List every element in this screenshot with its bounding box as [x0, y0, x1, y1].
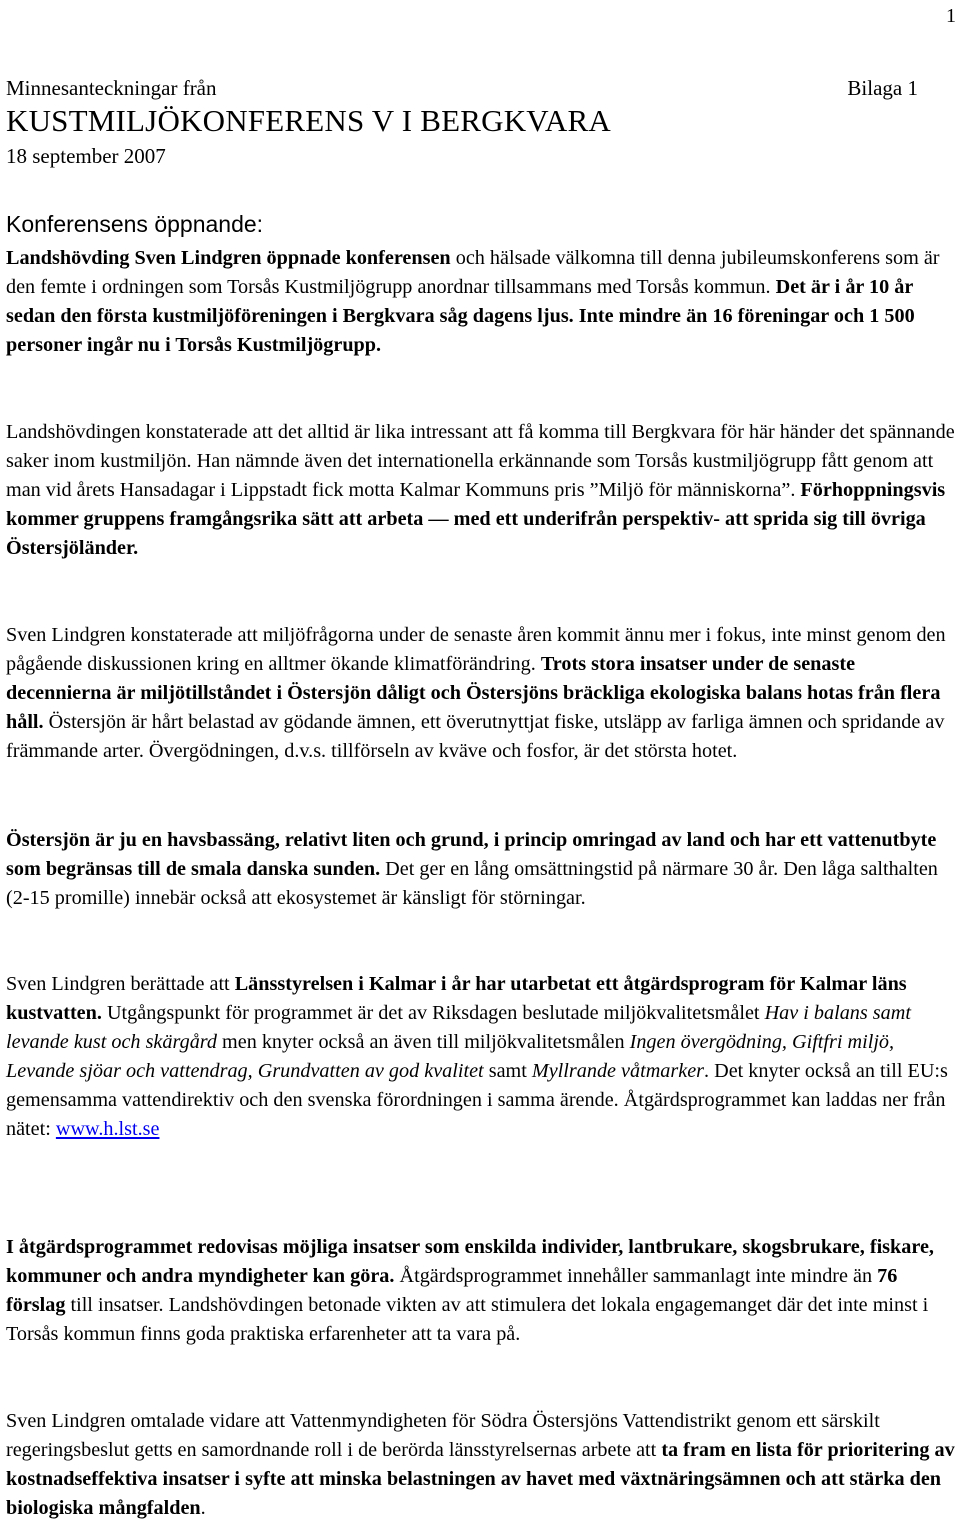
document-subtitle: Minnesanteckningar från	[6, 76, 217, 100]
body-text: Det ger en lång omsättningstid på närmare 30 år. Den låga salthalten (2-15 promille) innebär också att ekosystemet är känsligt för störningar.	[6, 858, 938, 910]
body-text: men knyter också an även till miljökvalitetsmålen	[216, 1031, 630, 1054]
body-text: . Det knyter också an till EU:s gemensamma vattendirektiv och den svenska förordningen i samma ärende. Åtgärdsprogrammet kan laddas ner från nätet:	[6, 1060, 948, 1141]
italic-text: Hav i balans samt levande kust och skärgård	[6, 1002, 911, 1054]
italic-text: Myllrande våtmarker	[531, 1060, 705, 1083]
appendix-label: Bilaga 1	[847, 76, 918, 100]
paragraph-ostersjon	[6, 826, 958, 913]
paragraph-vattenmyndigheten	[6, 1407, 958, 1523]
body-text: Östersjön är hårt belastad av gödande ämnen, ett överutnyttjat fiske, utsläpp av farliga ämnen och spridande av främmande arter. Övergödningen, d.v.s. tillförseln av kväve och fosfor, är det största hotet.	[6, 711, 945, 763]
paragraph-opening	[6, 244, 958, 360]
body-text: Sven Lindgren konstaterade att miljöfrågorna under de senaste åren kommit ännu mer i fokus, inte minst genom den pågående diskussionen kring en alltmer ökande klimatförändring.	[6, 624, 946, 676]
bold-text: Trots stora insatser under de senaste decennierna är miljötillståndet i Östersjön dåligt och Östersjöns bräckliga ekologiska balans hotas från flera håll.	[6, 653, 941, 734]
bold-text: Landshövding Sven Lindgren öppnade konferensen	[6, 247, 451, 269]
paragraph-atgardsprogram	[6, 970, 958, 1145]
bold-text: Det är i år 10 år sedan den första kustmiljöföreningen i Bergkvara såg dagens ljus. Inte mindre än 16 föreningar och 1 500 personer ingår nu i Torsås Kustmiljögrupp.	[6, 276, 915, 357]
body-text: Utgångspunkt för programmet är det av Riksdagen beslutade miljökvalitetsmålet	[101, 1002, 765, 1025]
bold-text: Förhoppningsvis kommer gruppens framgångsrika sätt att arbeta — med ett underifrån perspektiv- att sprida sig till övriga Östersjöländer.	[6, 479, 946, 560]
section-heading: Konferensens öppnande:	[6, 211, 264, 237]
bold-text: I åtgärdsprogrammet redovisas möjliga insatser som enskilda individer, lantbrukare, skogsbrukare, fiskare, kommuner och andra myndigheter kan göra.	[6, 1236, 934, 1288]
bold-text: Östersjön är ju en havsbassäng, relativt liten och grund, i princip omringad av land och har ett vattenutbyte som begränsas till de smala danska sunden.	[6, 829, 937, 881]
body-text: samt	[483, 1060, 532, 1083]
bold-text: ta fram en lista för prioritering av kostnadseffektiva insatser i syfte att minska belastningen av havet med växtnäringsämnen och att stärka den biologiska mångfalden	[6, 1439, 955, 1520]
document-date: 18 september 2007	[6, 144, 166, 168]
bold-text: Länsstyrelsen i Kalmar i år har utarbetat ett åtgärdsprogram för Kalmar läns kustvatten.	[6, 973, 907, 1025]
paragraph-landshovding	[6, 418, 958, 563]
body-text: till insatser. Landshövdingen betonade vikten av att stimulera det lokala engagemanget där det inte minst i Torsås kommun finns goda praktiska erfarenheter att ta vara på.	[6, 1294, 929, 1346]
lst-website-link[interactable]: www.h.lst.se	[55, 1118, 160, 1141]
document-header	[6, 76, 918, 100]
body-text: Åtgärdsprogrammet innehåller sammanlagt inte mindre än	[394, 1265, 878, 1288]
body-text: och hälsade välkomna till denna jubileumskonferens som är den femte i ordningen som Torsås Kustmiljögrupp anordnar tillsammans med Torsås kommun.	[6, 247, 940, 299]
paragraph-miljofragor	[6, 621, 958, 766]
document-title: KUSTMILJÖKONFERENS V I BERGKVARA	[6, 103, 611, 138]
italic-text: Ingen övergödning, Giftfri miljö, Levande sjöar och vattendrag, Grundvatten av god kvalitet	[6, 1031, 895, 1083]
body-text: Sven Lindgren berättade att	[6, 973, 235, 995]
body-text: Landshövdingen konstaterade att det alltid är lika intressant att få komma till Bergkvara för här händer det spännande saker inom kustmiljön. Han nämnde även det internationella erkännande som Torsås kustmiljögrupp fått genom att man vid årets Hansadagar i Lippstadt fick motta Kalmar Kommuns pris ”Miljö för människorna”.	[6, 421, 955, 502]
body-text: Sven Lindgren omtalade vidare att Vattenmyndigheten för Södra Östersjöns Vattendistrikt genom ett särskilt regeringsbeslut getts en samordnande roll i de berörda länsstyrelsernas arbete att	[6, 1410, 880, 1462]
bold-text: 76 förslag	[6, 1265, 898, 1317]
page-number: 1	[946, 5, 956, 27]
paragraph-insatser	[6, 1233, 958, 1349]
body-text: .	[200, 1497, 206, 1520]
